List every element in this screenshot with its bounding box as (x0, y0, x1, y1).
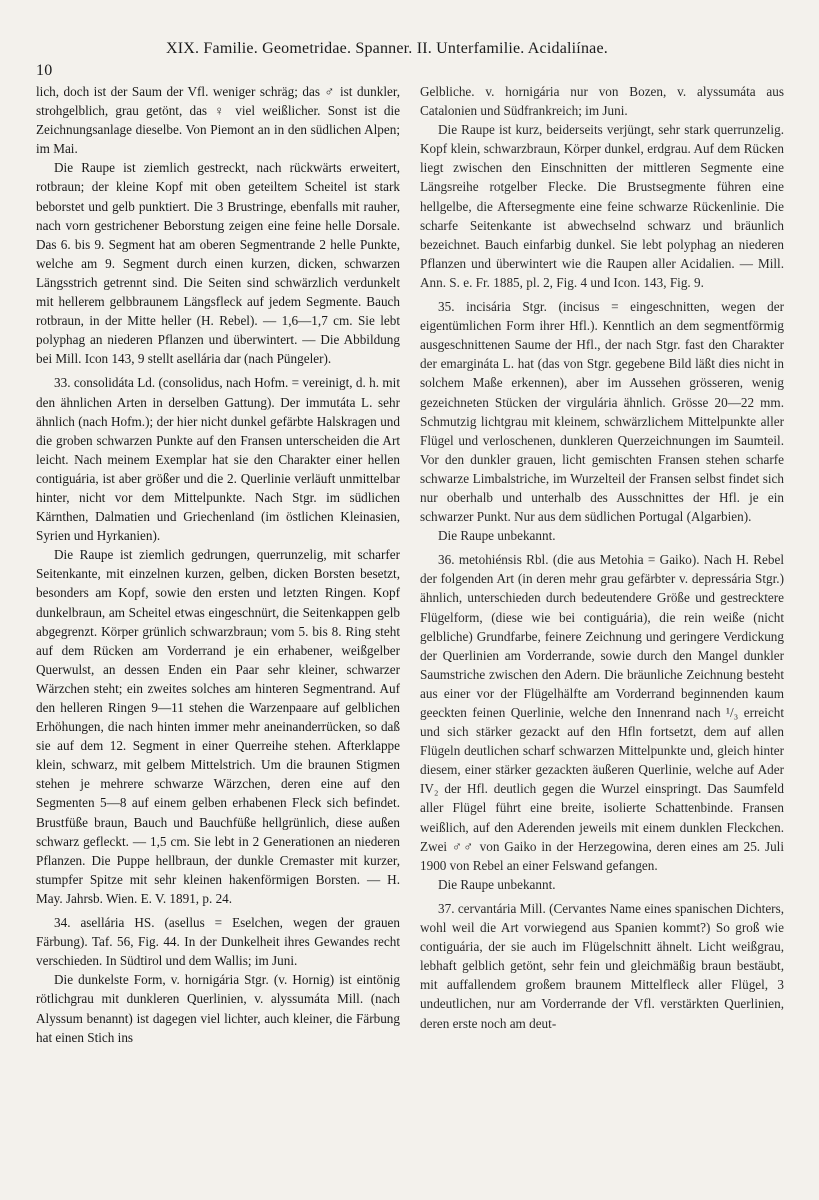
page-header (36, 40, 785, 79)
paragraph: Die dunkelste Form, v. hornigária Stgr. (v. Hornig) ist eintönig rötlichgrau mit dunkleren Querlinien, v. alyssumáta Mill. (nach Alyssum benannt) ist dagegen viel lichter, auch kleiner, die Färbung hat einen Stich ins (36, 972, 400, 1045)
text-columns (36, 82, 785, 1047)
right-column (420, 82, 784, 1047)
paragraph: 34. asellária HS. (asellus = Eselchen, wegen der grauen Färbung). Taf. 56, Fig. 44. In der Dunkelheit ihres Gewandes recht verschieden. In Südtirol und dem Wallis; im Juni. (36, 915, 400, 969)
page-number: 10 (36, 62, 53, 79)
paragraph: lich, doch ist der Saum der Vfl. weniger schräg; das ♂ ist dunkler, strohgelblich, grau getönt, das ♀ viel weißlicher. Sonst ist die Zeichnungsanlage dieselbe. Von Piemont an in den südlichen Alpen; im Mai. (36, 84, 400, 157)
paragraph: Die Raupe ist kurz, beiderseits verjüngt, sehr stark querrunzelig. Kopf klein, schwarzbraun, Körper dunkel, erdgrau. Auf dem Rücken liegt zwischen den Einschnitten der mittleren Segmente eine Längsreihe rotgelber Flecke. Die Brustsegmente führen eine hellgelbe, die Aftersegmente eine feine schwarze Rückenlinie. Die scharfe Seitenkante ist abwechselnd schwarz und bräunlich bezeichnet. Bauch einfarbig dunkel. Sie lebt polyphag an niederen Pflanzen und überwintert wie die Raupen aller Acidalien. — Mill. Ann. S. e. Fr. 1885, pl. 2, Fig. 4 und Icon. 143, Fig. 9. (420, 122, 784, 290)
running-head: XIX. Familie. Geometridae. Spanner. II. Unterfamilie. Acidaliínae. (166, 40, 608, 57)
paragraph: 36. metohiénsis Rbl. (die aus Metohia = Gaiko). Nach H. Rebel der folgenden Art (in deren mehr grau gefärbter v. depressária Stgr.) ähnlich, unterschieden durch bedeutendere Größe und gestrecktere Flügelform, (diese wie bei contiguária), die rein weiße (nicht gelbliche) Grundfarbe, feinere Zeichnung und geringere Verdickung der Querlinien am Vorderrande, sowie durch den Mangel dunkler Saumstriche zwischen den Adern. Die bräunliche Zeichnung besteht aus einer vor der Flügelhälfte am Vorderrand beginnenden kaum geeckten feinen Querlinie, welche den Innenrand nach ¹/₃ erreicht und sich stärker gezackt auf den Hfln fortsetzt, dem auf allen Flügeln deutlichen scharf schwarzen Mittelpunkte und, gleich hinter diesem, einer stärker gezackten äußeren Querlinie, welche auf Ader IV₂ der Hfl. deutlich gegen die Wurzel einspringt. Das Saumfeld aller Flügel führt eine breite, isolierte Schattenbinde. Fransen weißlich, auf den Aderenden jeweils mit einem dunklen Fleckchen. Zwei ♂♂ von Gaiko in der Herzegowina, deren eines am 25. Juli 1900 von Rebel an einer Felswand gefangen. (420, 552, 784, 873)
paragraph: 33. consolidáta Ld. (consolidus, nach Hofm. = vereinigt, d. h. mit den ähnlichen Arten in derselben Gattung). Der immutáta L. sehr ähnlich (nach Hofm.); der hier nicht dunkel gefärbte Halskragen und die groben schwarzen Punkte auf den Fransen unterscheiden die Art leicht. Nach meinem Exemplar hat sie den Charakter einer hellen contiguária, ist aber größer und die 2. Querlinie verläuft unmittelbar hinter, nicht vor dem Mittelpunkte. Nach Stgr. im südlichen Kärnthen, Dalmatien und Griechenland (im östlichen Kleinasien, Syrien und Hyrkanien). (36, 375, 400, 544)
paragraph: Die Raupe ist ziemlich gestreckt, nach rückwärts erweitert, rotbraun; der kleine Kopf mit oben geteiltem Scheitel ist stark beborstet und gelb punktiert. Die 3 Brustringe, ebenfalls mit rauher, nach vorn gestrichener Beborstung zeigen eine feine helle Dorsale. Das 6. bis 9. Segment hat am oberen Segmentrande 2 helle Punkte, welche am 9. Segment durch einen kurzen, dicken, schwarzen Längsstrich getrennt sind. Die Seiten sind schwärzlich verdunkelt mit hellerem gelbbraunem Längsfleck auf jedem Segmente. Bauch rotbraun, in der Mitte heller (H. Rebel). — 1,6—1,7 cm. Sie lebt polyphag an niederen Pflanzen und überwintert. — Die Abbildung bei Mill. Icon 143, 9 stellt asellária dar (nach Püngeler). (36, 160, 400, 367)
paragraph: Die Raupe unbekannt. (438, 876, 556, 892)
paragraph: Die Raupe ist ziemlich gedrungen, querrunzelig, mit scharfer Seitenkante, mit einzelnen kurzen, gelben, dicken Borsten besetzt, besonders am Kopf, sowie den ersten und letzten Ringen. Kopf dunkelbraun, am Scheitel etwas eingeschnürt, die Seitenkappen gelb abgegrenzt. Körper grünlich schwarzbraun; vom 5. bis 8. Ring steht auf dem Rücken am Vorderrand je ein erhabener, weißgelber Querwulst, an dessen Enden ein Paar sehr kleiner, schwarzer Wärzchen steht; ein zweites solches am hinteren Segmentrand. Auf den helleren Ringen 9—11 stehen die Warzenpaare auf gelblichen Erhöhungen, die nach hinten immer mehr aneinanderrücken, so daß sie auf dem 12. Segment in einer Querreihe stehen. Afterklappe klein, schwarz, mit gelbem Mittelstrich. Um die braunen Stigmen stehen je mehrere schwarze Wärzchen, deren eine auf den Segmenten 5—8 auf einem gelben erhabenen Fleck sich befindet. Brustfüße braun, Bauch und Bauchfüße hellgrünlich, diese außen schwarz gefleckt. — 1,5 cm. Sie lebt in 2 Generationen an niederen Pflanzen. Die Puppe hellbraun, der dunkle Cremaster mit kurzer, stumpfer Spitze mit sehr kleinen hakenförmigen Borsten. — H. May. Jahrsb. Wien. E. V. 1891, p. 24. (36, 547, 400, 906)
paragraph: 35. incisária Stgr. (incisus = eingeschnitten, wegen der eigentümlichen Form ihrer Hfl.). Kenntlich an dem segmentförmig ausgeschnittenen Saume der Hfl., der nach Stgr. fast den Charakter der emargináta L. hat (das von Stgr. gegebene Bild läßt dies nicht in solchem Maße erkennen), aber im Aussehen grösseren, wenig gezeichneten Stücken der virgulária ähnlich. Grösse 20—22 mm. Schmutzig lichtgrau mit kleinem, schwärzlichem Mittelpunkte aller Flügel und verloschenen, dunkleren Querzeichnungen im Saumteil. Vor den dunkler grauen, licht gemischten Fransen stehen scharfe schwarze Limbalstriche, im Wurzelteil der Fransen selbst findet sich nur oberhalb und unterhalb des Ausschnittes der Hfl. je ein schwarzer Punkt. Nur aus dem südlichen Portugal (Algarbien). (420, 299, 784, 525)
paragraph: Gelbliche. v. hornigária nur von Bozen, v. alyssumáta aus Catalonien und Südfrankreich; im Juni. (420, 84, 784, 119)
paragraph: Die Raupe unbekannt. (438, 528, 556, 544)
left-column (36, 82, 400, 1047)
paragraph: 37. cervantária Mill. (Cervantes Name eines spanischen Dichters, wohl weil die Art vorwiegend aus Spanien kommt?) So groß wie contiguária, der sie auch im Flügelschnitt ähnelt. Licht weißgrau, lebhaft gelblich getönt, sehr fein und gleichmäßig braun bestäubt, mit auffallendem großem braunem Mittelfleck aller Flügel, 3 undeutlichen, nur am Vorderrande der Vfl. verstärkten Querlinien, deren erste noch am deut- (420, 900, 784, 1031)
